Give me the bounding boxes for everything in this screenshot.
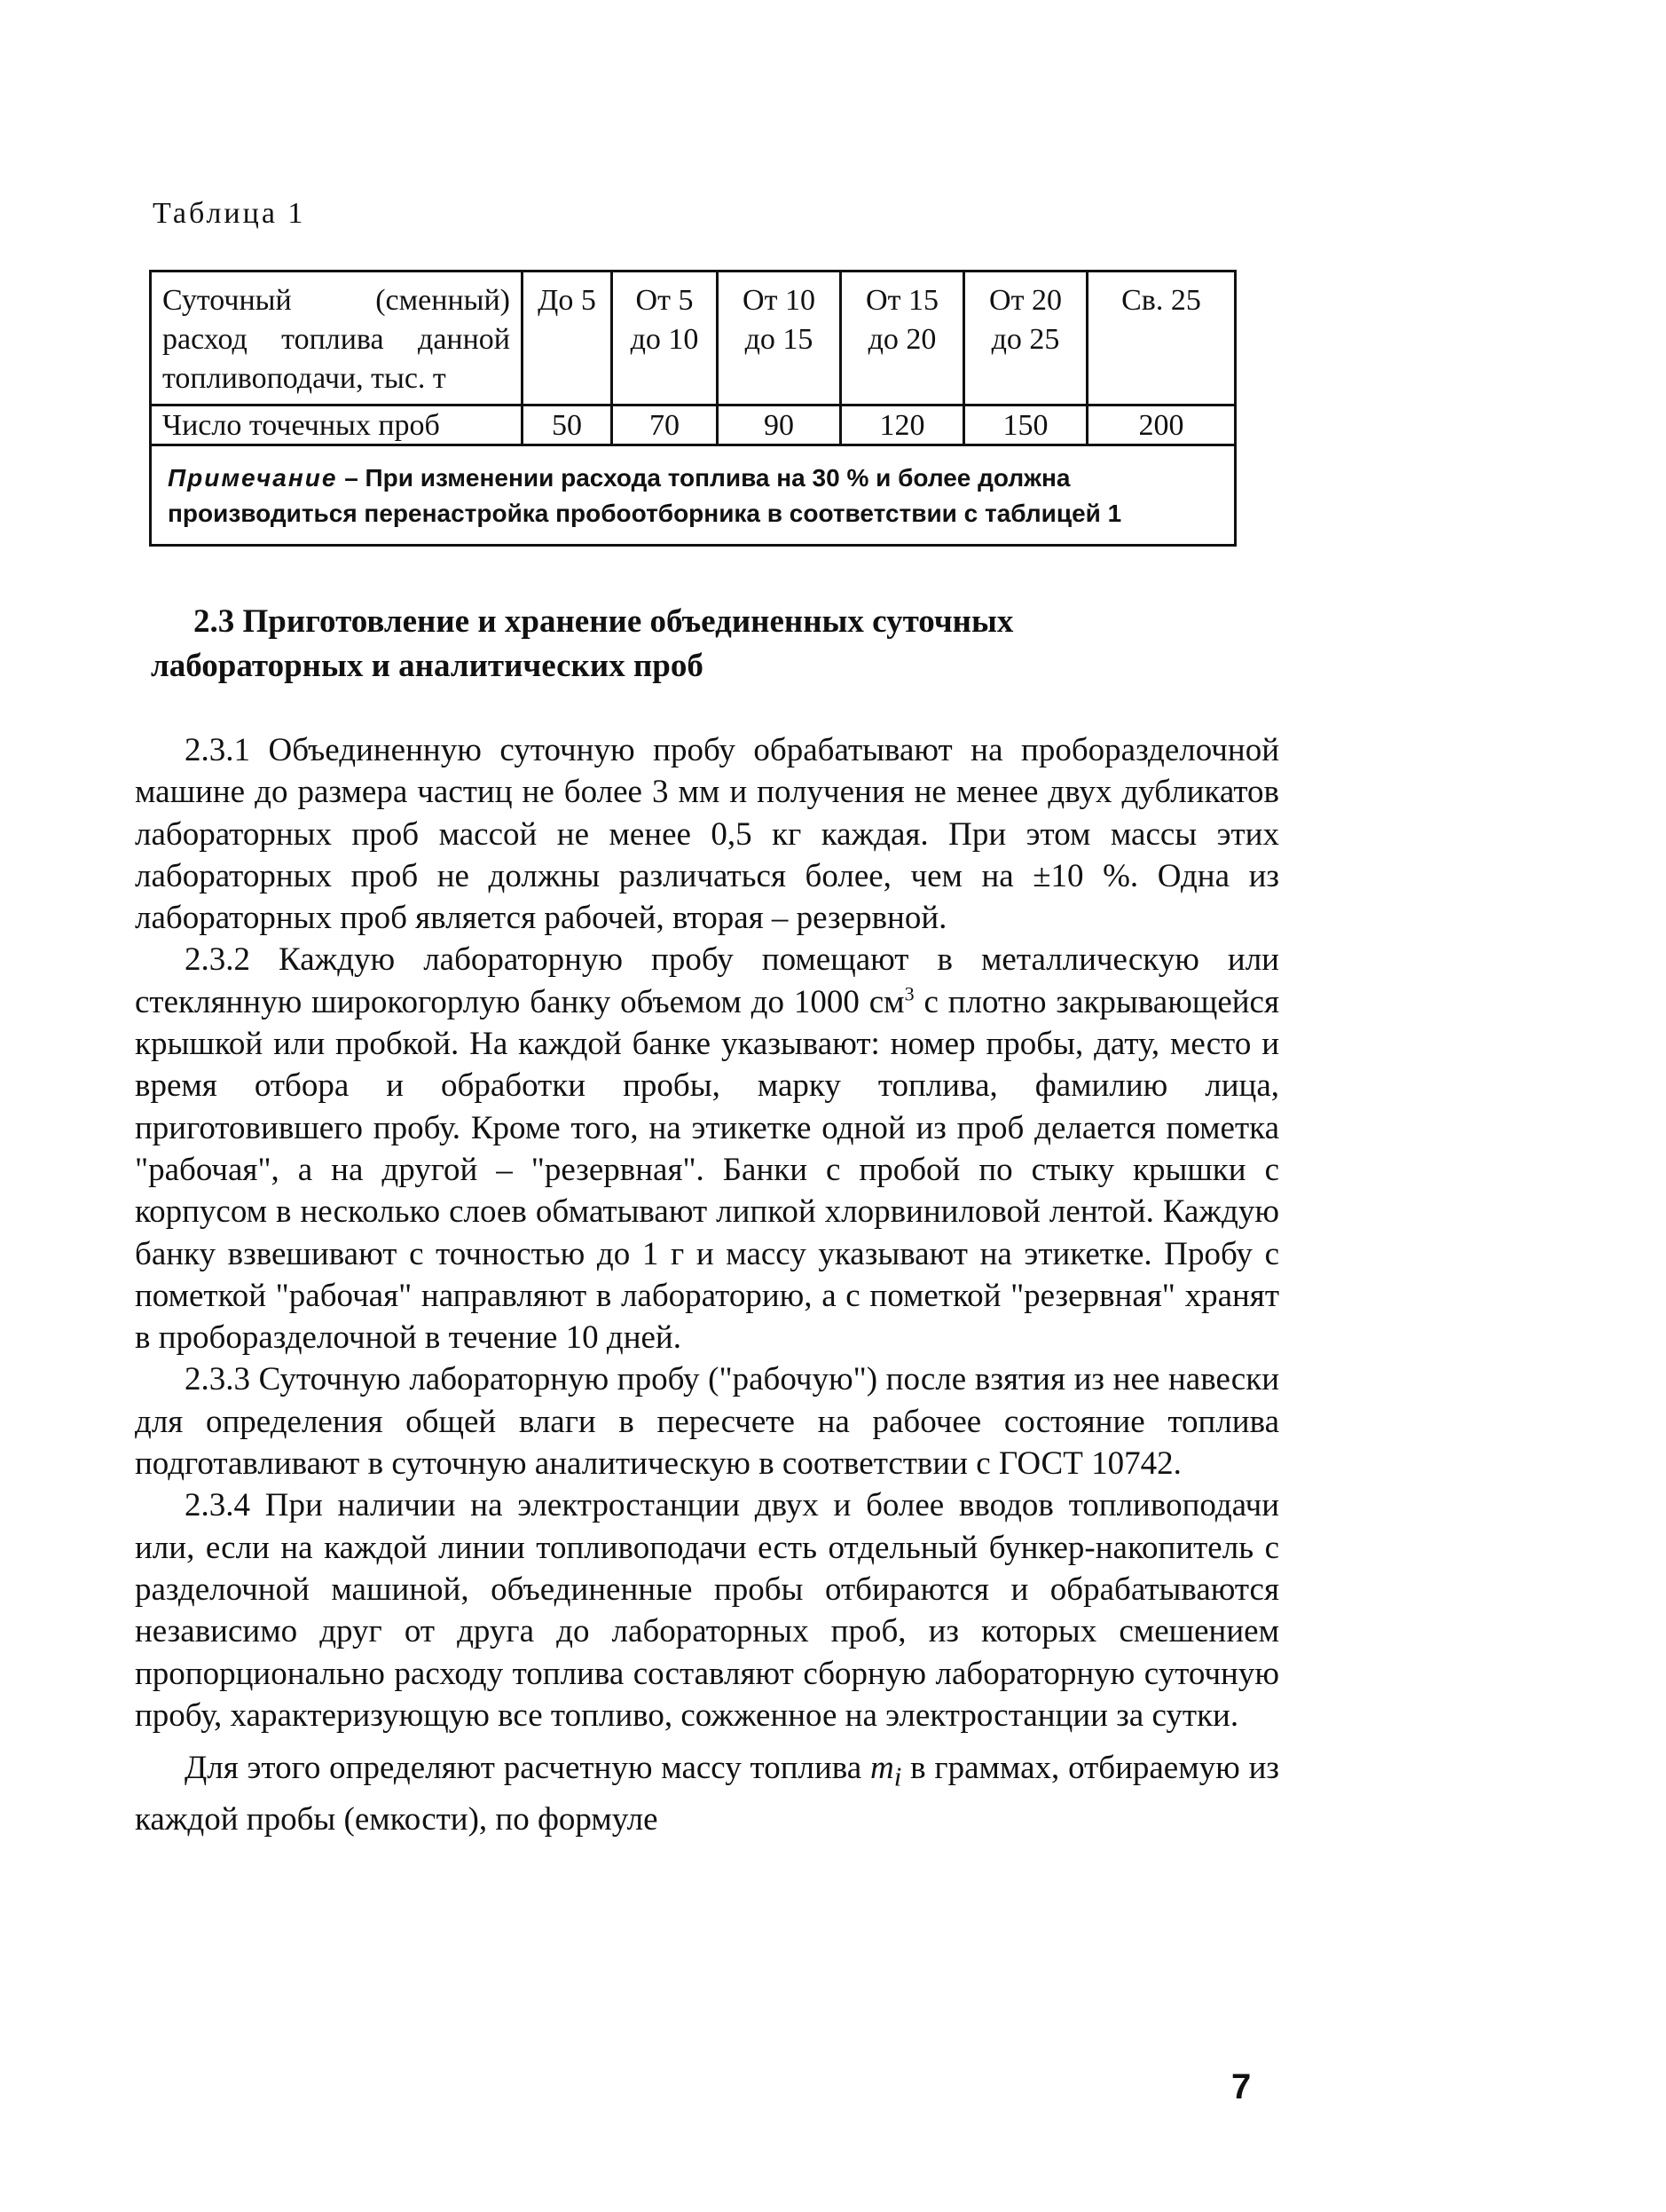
section-heading: [151, 600, 1233, 689]
paragraph-2-3-2: [135, 939, 1279, 1358]
superscript: 3: [904, 982, 915, 1005]
header-cell: От 15 до 20: [841, 272, 964, 405]
mass-variable-subscript: i: [893, 1761, 902, 1792]
header-cell: До 5: [523, 272, 612, 405]
paragraph-2-3-2-part-a: 2.3.2 Каждую лабораторную пробу помещают в металлическую или стеклянную широкогорлую банку объемом до 1000 см: [135, 941, 1279, 1020]
header-label-cell: Суточный (сменный) расход топлива данной топливоподачи, тыс. т: [151, 272, 523, 405]
section-heading-line-2: лабораторных и аналитических проб: [151, 648, 703, 684]
body-text: [135, 729, 1279, 1840]
paragraph-2-3-2-part-b: с плотно закрывающейся крышкой или пробкой. На каждой банке указывают: номер пробы, дату, место и время отбора и обработки пробы, марку топлива, фамилию лица, приготовившего пробу. Кроме того, на этикетке одной из проб делается пометка "рабочая", а на другой – "резервная". Банки с пробой по стыку крышки с корпусом в несколько слоев обматывают липкой хлорвиниловой лентой. Каждую банку взвешивают с точностью до 1 г и массу указывают на этикетке. Пробу с пометкой "рабочая" направляют в лабораторию, а с пометкой "резервная" хранят в проборазделочной в течение 10 дней.: [135, 983, 1279, 1357]
table-row: [151, 405, 1236, 445]
header-cell: От 5 до 10: [612, 272, 718, 405]
sampling-table: [149, 270, 1237, 547]
paragraph-formula-intro: [135, 1747, 1279, 1840]
header-cell: От 10 до 15: [718, 272, 841, 405]
value-cell: 200: [1088, 405, 1236, 445]
paragraph-2-3-4: 2.3.4 При наличии на электростанции двух и более вводов топливоподачи или, если на каждой линии топливоподачи есть отдельный бункер-накопитель с разделочной машиной, объединенные пробы отбираются и обрабатываются независимо друг от друга до лабораторных проб, из которых смешением пропорционально расходу топлива составляют сборную лабораторную суточную пробу, характеризующую все топливо, сожженное на электростанции за сутки.: [135, 1487, 1279, 1734]
table-caption: Таблица 1: [153, 197, 306, 230]
section-heading-line-1: 2.3 Приготовление и хранение объединенных суточных: [193, 603, 1014, 640]
header-cell: Св. 25: [1088, 272, 1236, 405]
value-cell: 120: [841, 405, 964, 445]
value-cell: 70: [612, 405, 718, 445]
paragraph-2-3-3: 2.3.3 Суточную лабораторную пробу ("рабочую") после взятия из нее навески для определения общей влаги в пересчете на рабочее состояние топлива подготавливают в суточную аналитическую в соответствии с ГОСТ 10742.: [135, 1361, 1279, 1483]
row-label-cell: Число точечных проб: [151, 405, 523, 445]
value-cell: 50: [523, 405, 612, 445]
table-header-row: [151, 272, 1236, 405]
note-label: Примечание: [168, 464, 338, 492]
value-cell: 90: [718, 405, 841, 445]
header-cell: От 20 до 25: [964, 272, 1088, 405]
mass-variable: m: [870, 1750, 894, 1787]
formula-intro-part-b: в граммах, отбираемую из каждой пробы (емкости), по формуле: [135, 1750, 1279, 1838]
formula-intro-part-a: Для этого определяют расчетную массу топлива: [185, 1750, 871, 1787]
page-number: 7: [1231, 2067, 1252, 2106]
table-note-cell: [151, 445, 1236, 546]
note-text: – При изменении расхода топлива на 30 % и более должна производиться перенастройка пробоотборника в соответствии с таблицей 1: [168, 464, 1122, 527]
table-note-row: [151, 445, 1236, 546]
value-cell: 150: [964, 405, 1088, 445]
paragraph-2-3-1: 2.3.1 Объединенную суточную пробу обрабатывают на проборазделочной машине до размера частиц не более 3 мм и получения не менее двух дубликатов лабораторных проб массой не менее 0,5 кг каждая. При этом массы этих лабораторных проб не должны различаться более, чем на ±10 %. Одна из лабораторных проб является рабочей, вторая – резервной.: [135, 732, 1279, 937]
